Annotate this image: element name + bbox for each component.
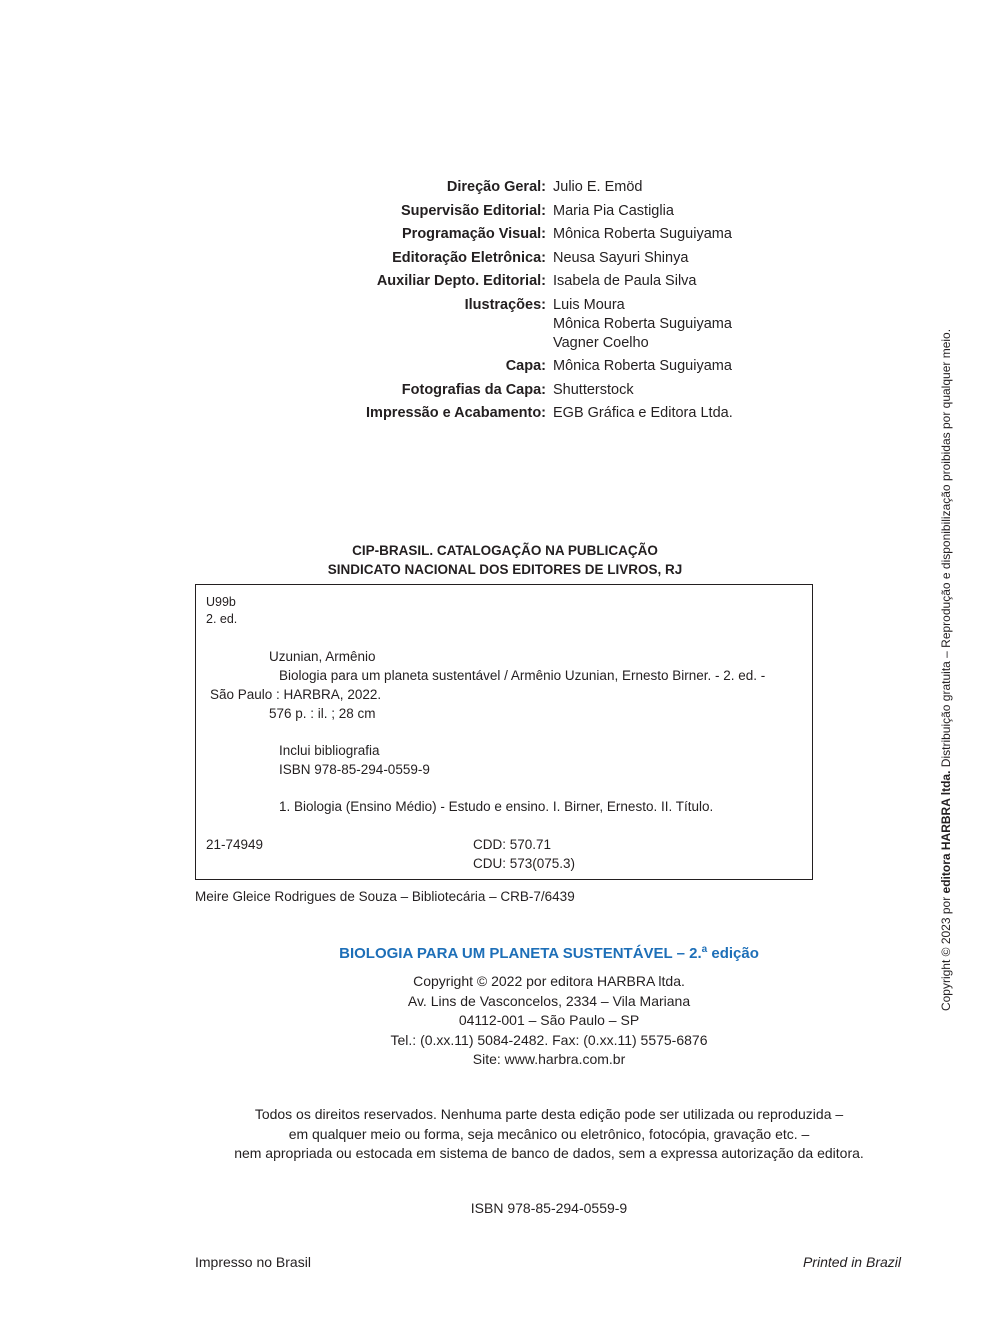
credit-label: Ilustrações: [464,296,546,313]
rights-line: em qualquer meio ou forma, seja mecânico ou eletrônico, fotocópia, gravação etc. – [288,1125,810,1142]
credit-value: Isabela de Paula Silva [553,273,697,289]
side-notice-suffix: Distribuição gratuita – Reprodução e disponibilização proibidas por qualquer meio. [939,328,953,771]
cip-subjects: 1. Biologia (Ensino Médio) - Estudo e ensino. I. Birner, Ernesto. II. Título. [279,799,714,814]
credit-label: Capa: [505,358,546,374]
cip-isbn: ISBN 978-85-294-0559-9 [279,762,430,777]
book-title-ordinal: a [701,944,708,955]
cip-cdd: CDD: 570.71 [473,837,552,852]
isbn-bottom: ISBN 978-85-294-0559-9 [470,1200,628,1216]
cip-code: U99b [206,595,236,609]
cip-catalog-box [195,584,813,880]
cip-number: 21-74949 [206,837,264,852]
credit-value: Julio E. Emöd [553,179,643,195]
publisher-info [0,972,1000,1070]
book-title-suffix: edição [707,945,759,962]
credit-row [230,178,790,197]
credit-value: Mônica Roberta Suguiyama [553,226,732,242]
footer-printed-in-brasil: Impresso no Brasil [195,1254,311,1270]
publisher-line: Copyright © 2022 por editora HARBRA ltda. [413,973,685,989]
publisher-line: Site: www.harbra.com.br [472,1051,626,1067]
credit-label: Editoração Eletrônica: [392,249,546,266]
rights-line: Todos os direitos reservados. Nenhuma parte desta edição pode ser utilizada ou reproduzida – [254,1106,844,1122]
rights-line: nem apropriada ou estocada em sistema de banco de dados, sem a expressa autorização da editora. [234,1145,864,1161]
credit-label: Auxiliar Depto. Editorial: [376,273,546,289]
book-title [0,944,1000,962]
side-notice-prefix: Copyright © 2023 por [939,893,953,1012]
credit-row [230,272,790,291]
credit-label: Fotografias da Capa: [401,381,546,398]
credit-row [230,381,790,400]
cip-header [195,541,815,579]
side-copyright-notice [939,329,953,1011]
publisher-line: 04112-001 – São Paulo – SP [458,1012,640,1028]
credit-label: Impressão e Acabamento: [366,405,546,421]
cip-author: Uzunian, Armênio [269,649,376,664]
credit-label: Supervisão Editorial: [400,202,546,219]
credit-row [230,225,790,244]
credit-label: Direção Geral: [446,179,546,195]
publisher-line: Tel.: (0.xx.11) 5084-2482. Fax: (0.xx.11) 5575-6876 [390,1031,708,1048]
credits-list [230,178,790,428]
footer-printed-in-brazil: Printed in Brazil [802,1254,901,1270]
credit-value: Neusa Sayuri Shinya [553,249,689,266]
librarian-credit: Meire Gleice Rodrigues de Souza – Bibliotecária – CRB-7/6439 [195,889,575,904]
book-title-main: BIOLOGIA PARA UM PLANETA SUSTENTÁVEL – 2. [339,945,702,962]
credit-row [230,249,790,268]
credit-row [230,202,790,221]
cip-header-line: CIP-BRASIL. CATALOGAÇÃO NA PUBLICAÇÃO [352,543,658,558]
credit-value: Mônica Roberta Suguiyama [553,358,732,374]
cip-edition: 2. ed. [206,612,238,626]
credit-row [230,404,790,423]
cip-physical: 576 p. : il. ; 28 cm [269,706,376,721]
publisher-line: Av. Lins de Vasconcelos, 2334 – Vila Mariana [407,992,691,1009]
credit-value: Vagner Coelho [553,334,649,351]
credit-row [230,357,790,376]
cip-bibliography: Inclui bibliografia [279,743,380,758]
credit-value: EGB Gráfica e Editora Ltda. [553,405,733,421]
cip-cdu: CDU: 573(075.3) [473,856,576,871]
credit-value: Luis Moura [553,296,625,313]
rights-notice [0,1105,1000,1164]
credit-value: Mônica Roberta Suguiyama [553,315,732,332]
credit-value: Shutterstock [553,381,634,398]
cip-title-line: Biologia para um planeta sustentável / Armênio Uzunian, Ernesto Birner. - 2. ed. - [279,668,766,683]
credit-label: Programação Visual: [402,226,546,242]
side-notice-publisher: editora HARBRA ltda. [939,770,953,894]
cip-header-line: SINDICATO NACIONAL DOS EDITORES DE LIVROS, RJ [327,562,683,577]
credit-row [230,296,790,353]
cip-title-line: São Paulo : HARBRA, 2022. [210,687,382,702]
credit-value: Maria Pia Castiglia [553,202,674,219]
